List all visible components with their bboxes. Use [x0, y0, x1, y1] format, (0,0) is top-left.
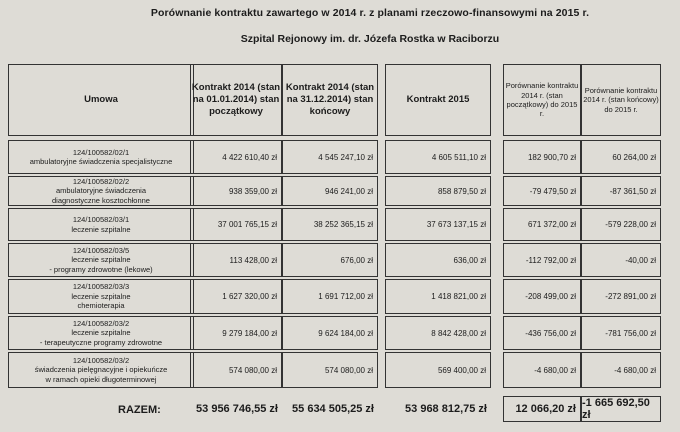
value-end: 946 241,00 zł	[282, 176, 378, 206]
value-end: 1 691 712,00 zł	[282, 279, 378, 314]
contract-description	[8, 208, 194, 241]
contract-service-type: ambulatoryjne świadczenia specjalistyczne	[29, 157, 173, 166]
contract-service-type: leczenie szpitalne	[71, 255, 131, 265]
value-k2015: 636,00 zł	[385, 243, 491, 277]
total-comparison-start: 12 066,20 zł	[503, 396, 581, 422]
header-umowa: Umowa	[8, 64, 194, 136]
value-cmp-end: -272 891,00 zł	[581, 279, 661, 314]
total-contract-2015: 53 968 812,75 zł	[405, 403, 487, 415]
header-contract-2014-start: Kontrakt 2014 (stan na 01.01.2014) stan początkowy	[190, 64, 282, 136]
header-comparison-end: Porównanie kontraktu 2014 r. (stan końcowy) do 2015 r.	[581, 64, 661, 136]
contract-service-type: chemioterapia	[77, 301, 125, 311]
value-cmp-start: -436 756,00 zł	[503, 316, 581, 350]
value-start: 113 428,00 zł	[190, 243, 282, 277]
contract-description	[8, 243, 194, 277]
value-cmp-start: -112 792,00 zł	[503, 243, 581, 277]
value-start: 37 001 765,15 zł	[190, 208, 282, 241]
value-cmp-start: -208 499,00 zł	[503, 279, 581, 314]
value-start: 938 359,00 zł	[190, 176, 282, 206]
header-contract-2014-end: Kontrakt 2014 (stan na 31.12.2014) stan końcowy	[282, 64, 378, 136]
value-end: 38 252 365,15 zł	[282, 208, 378, 241]
document-title: Porównanie kontraktu zawartego w 2014 r. z planami rzeczowo-finansowymi na 2015 r.	[150, 7, 590, 19]
value-start: 574 080,00 zł	[190, 352, 282, 388]
contract-description	[8, 176, 194, 206]
value-start: 1 627 320,00 zł	[190, 279, 282, 314]
value-cmp-end: -781 756,00 zł	[581, 316, 661, 350]
total-contract-2014-end: 55 634 505,25 zł	[292, 403, 374, 415]
contract-service-type: leczenie szpitalne	[71, 291, 131, 301]
contract-service-type: w ramach opieki długoterminowej	[45, 374, 157, 384]
value-k2015: 569 400,00 zł	[385, 352, 491, 388]
contract-code: 124/100582/03/1	[72, 215, 130, 225]
contract-code: 124/100582/03/5	[72, 245, 130, 255]
contract-code: 124/100582/02/2	[72, 176, 130, 186]
value-start: 4 422 610,40 zł	[190, 140, 282, 174]
header-comparison-start: Porównanie kontraktu 2014 r. (stan początkowy) do 2015 r.	[503, 64, 581, 136]
value-cmp-start: -79 479,50 zł	[503, 176, 581, 206]
contract-service-type: - programy zdrowotne (lekowe)	[49, 264, 153, 274]
value-start: 9 279 184,00 zł	[190, 316, 282, 350]
value-k2015: 4 605 511,10 zł	[385, 140, 491, 174]
value-cmp-end: -87 361,50 zł	[581, 176, 661, 206]
value-cmp-start: 671 372,00 zł	[503, 208, 581, 241]
contract-service-type: ambulatoryjne świadczenia	[55, 186, 147, 196]
value-k2015: 1 418 821,00 zł	[385, 279, 491, 314]
contract-service-type: leczenie szpitalne	[71, 224, 131, 234]
totals-label: RAZEM:	[118, 404, 161, 416]
value-k2015: 858 879,50 zł	[385, 176, 491, 206]
contract-code: 124/100582/02/1	[72, 147, 130, 157]
value-k2015: 8 842 428,00 zł	[385, 316, 491, 350]
contract-description	[8, 352, 194, 388]
contract-description	[8, 316, 194, 350]
hospital-name: Szpital Rejonowy im. dr. Józefa Rostka w Raciborzu	[240, 33, 500, 45]
value-cmp-start: 182 900,70 zł	[503, 140, 581, 174]
value-cmp-end: -579 228,00 zł	[581, 208, 661, 241]
total-comparison-end: -1 665 692,50 zł	[581, 396, 661, 422]
contract-service-type: diagnostyczne kosztochłonne	[52, 195, 150, 205]
total-contract-2014-start: 53 956 746,55 zł	[196, 403, 278, 415]
value-end: 574 080,00 zł	[282, 352, 378, 388]
value-cmp-end: -40,00 zł	[581, 243, 661, 277]
header-contract-2015: Kontrakt 2015	[385, 64, 491, 136]
contract-description	[8, 140, 194, 174]
contract-service-type: świadczenia pielęgnacyjne i opiekuńcze	[34, 365, 168, 375]
value-end: 4 545 247,10 zł	[282, 140, 378, 174]
value-k2015: 37 673 137,15 zł	[385, 208, 491, 241]
contract-description	[8, 279, 194, 314]
value-cmp-end: -4 680,00 zł	[581, 352, 661, 388]
contract-code: 124/100582/03/2	[72, 318, 130, 328]
value-end: 9 624 184,00 zł	[282, 316, 378, 350]
value-cmp-end: 60 264,00 zł	[581, 140, 661, 174]
contract-code: 124/100582/03/3	[72, 282, 130, 292]
contract-code: 124/100582/03/2	[72, 355, 130, 365]
value-cmp-start: -4 680,00 zł	[503, 352, 581, 388]
contract-service-type: - terapeutyczne programy zdrowotne	[39, 337, 163, 347]
value-end: 676,00 zł	[282, 243, 378, 277]
contract-service-type: leczenie szpitalne	[71, 328, 131, 338]
